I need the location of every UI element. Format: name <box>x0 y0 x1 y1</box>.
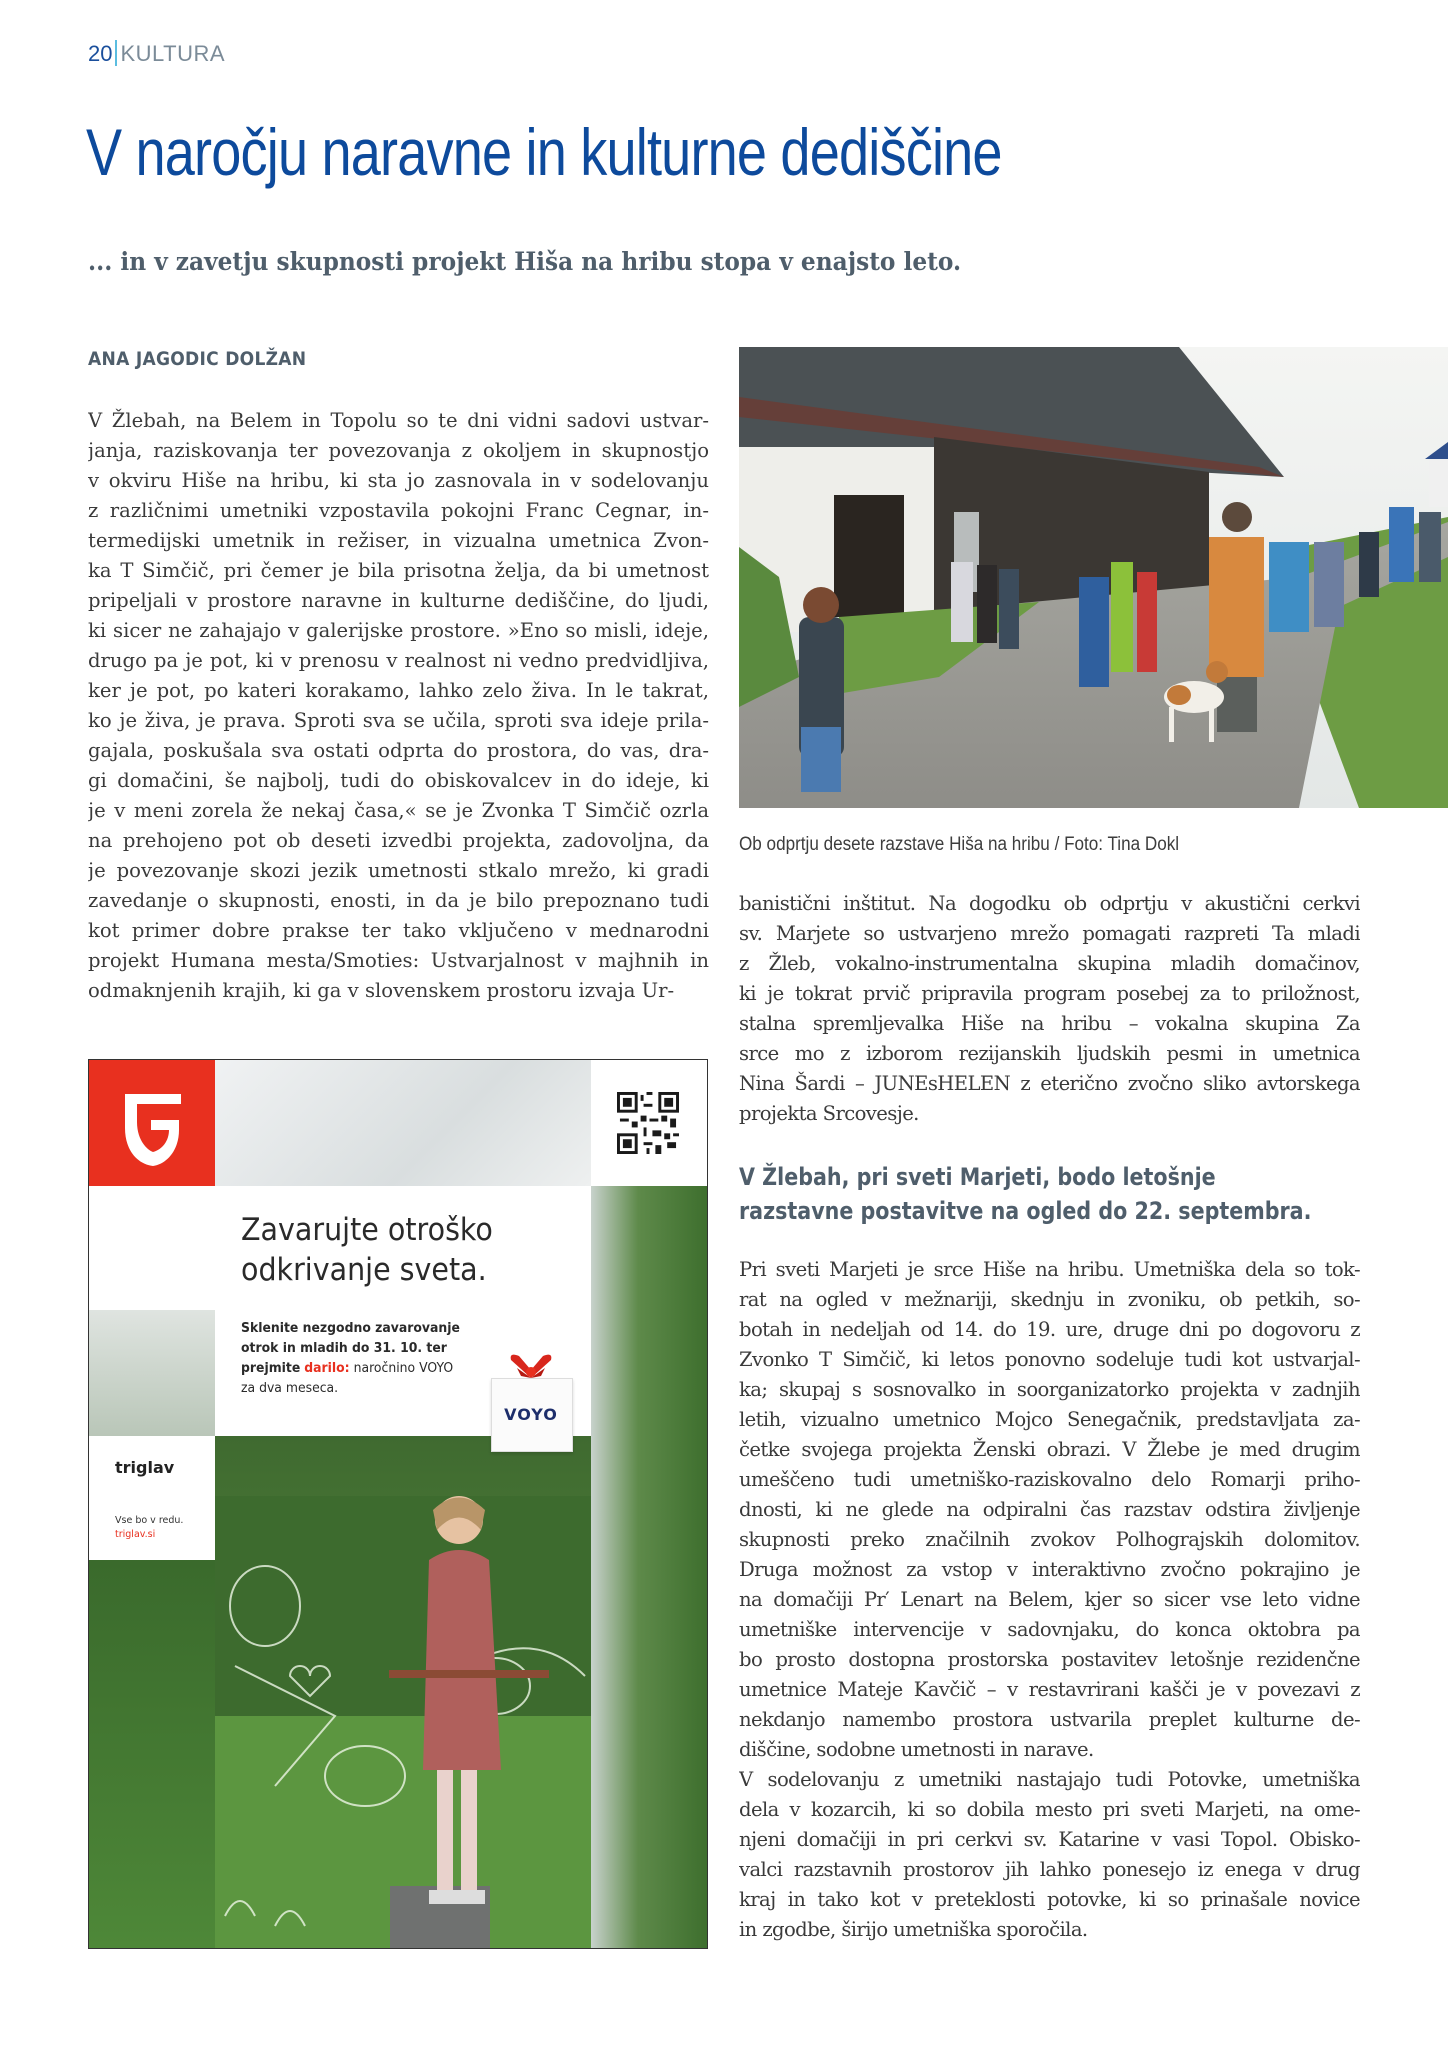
text-line: V sodelovanju z umetniki nastajajo tudi Potovke, umetniška <box>739 1768 1360 1791</box>
ad-headline-line: Zavarujte otroško <box>241 1212 493 1248</box>
text-line: janja, raziskovanja ter povezovanja z okoljem in skupnostjo <box>88 439 709 462</box>
text-line: umetnice Mateje Kavčič – v restavrirani kašči je v povezavi z <box>739 1678 1360 1701</box>
text-line: in zgodbe, širijo umetniška sporočila. <box>739 1918 1088 1941</box>
triglav-logo-icon <box>89 1060 215 1186</box>
text-line: bo prosto dostopna prostorska postavitev letošnje rezidenčne <box>739 1648 1360 1671</box>
text-line: gi domačini, še najbolj, tudi do obiskovalcev in do ideje, ki <box>88 769 709 792</box>
section-heading <box>739 1160 1312 1228</box>
text-line: ko je živa, je prava. Sproti sva se učila, sproti sva ideje prila- <box>88 709 709 732</box>
text-line: Zvonko T Simčič, ki letos ponovno sodeluje tudi kot ustvarjal- <box>739 1348 1360 1371</box>
right-column-text-b <box>739 1255 1360 1945</box>
text-line: na domačiji Pr′ Lenart na Belem, kjer so sicer vse leto vidne <box>739 1588 1360 1611</box>
page-header <box>88 40 225 68</box>
text-line: ker je pot, po kateri korakamo, lahko zelo živa. In le takrat, <box>88 679 709 702</box>
house-photo-illustration <box>739 347 1448 808</box>
text-line: drugo pa je pot, ki v prenosu v realnost ni vedno predvidljiva, <box>88 649 709 672</box>
triglav-logo-box <box>89 1060 215 1186</box>
article-photo <box>739 347 1448 808</box>
text-line: termedijski umetnik in režiser, in vizualna umetnica Zvon- <box>88 529 709 552</box>
text-line: ki sicer ne zahajajo v galerijske prostore. »Eno so misli, ideje, <box>88 619 709 642</box>
article-subtitle: ... in v zavetju skupnosti projekt Hiša na hribu stopa v enajsto leto. <box>88 247 962 276</box>
section-heading-line: V Žlebah, pri sveti Marjeti, bodo letošnje <box>739 1163 1216 1191</box>
text-line: umetniške intervencije v sadovnjaku, do konca oktobra pa <box>739 1618 1360 1641</box>
text-line: četke svojega projekta Ženski obrazi. V Žlebe je med drugim <box>739 1438 1360 1461</box>
text-line: V Žlebah, na Belem in Topolu so te dni vidni sadovi ustvar- <box>88 409 709 432</box>
text-line: srce mo z izborom rezijanskih ljudskih pesmi in umetnica <box>739 1042 1360 1065</box>
section-heading-line: razstavne postavitve na ogled do 22. septembra. <box>739 1197 1312 1225</box>
text-line: ki je tokrat prvič pripravila program posebej za to priložnost, <box>739 982 1360 1005</box>
text-line: Pri sveti Marjeti je srce Hiše na hribu. Umetniška dela so tok- <box>739 1258 1360 1281</box>
ad-slogan: Vse bo v redu. <box>115 1515 184 1526</box>
ad-headline <box>241 1210 493 1290</box>
text-line: gajala, poskušala sva ostati odprta do prostora, do vas, dra- <box>88 739 709 762</box>
text-line: rat na ogled v mežnariji, skednju in zvoniku, ob petkih, so- <box>739 1288 1360 1311</box>
text-line: pripeljali v prostore naravne in kulturne dediščine, do ljudi, <box>88 589 709 612</box>
text-line: z Žleb, vokalno-instrumentalna skupina mladih domačinov, <box>739 952 1360 975</box>
text-line: umeščeno tudi umetniško-raziskovalno delo Romarji priho- <box>739 1468 1360 1491</box>
text-line: dnosti, ki ne glede na odpiralni čas razstav odstira življenje <box>739 1498 1360 1521</box>
text-line: projekt Humana mesta/Smoties: Ustvarjalnost v majhnih in <box>88 949 709 972</box>
text-line: zavedanje o skupnosti, enosti, in da je bilo prepoznano tudi <box>88 889 709 912</box>
photo-caption: Ob odprtju desete razstave Hiša na hribu / Foto: Tina Dokl <box>739 834 1180 855</box>
text-line: ka; skupaj s sosnovalko in soorganizatorko projekta v zadnjih <box>739 1378 1360 1401</box>
ad-tree-panel <box>89 1310 215 1436</box>
ad-copy-line: Sklenite nezgodno zavarovanje <box>241 1320 460 1336</box>
ad-website-link[interactable]: triglav.si <box>115 1529 156 1540</box>
qr-code-icon[interactable] <box>617 1088 679 1158</box>
text-line: diščine, sodobne umetnosti in narave. <box>739 1738 1094 1761</box>
girl-figure <box>389 1490 549 1949</box>
voyo-label: VOYO <box>504 1405 558 1424</box>
triglav-advertisement[interactable] <box>88 1059 708 1949</box>
text-line: letih, vizualno umetnico Mojco Senegačnik, predstavljata za- <box>739 1408 1360 1431</box>
text-line: njeni domačiji in pri cerkvi sv. Katarine v vasi Topol. Obisko- <box>739 1828 1360 1851</box>
ad-garden-left <box>89 1560 215 1949</box>
text-line: z različnimi umetniki vzpostavila pokojni Franc Cegnar, in- <box>88 499 709 522</box>
header-divider <box>115 40 117 66</box>
right-column-text-a <box>739 889 1360 1129</box>
ad-sky-panel <box>215 1060 591 1186</box>
ad-brand-box <box>89 1436 215 1560</box>
left-column-text <box>88 406 709 1006</box>
text-line: je povezovanje skozi jezik umetnosti stkalo mrežo, ki gradi <box>88 859 709 882</box>
ad-headline-line: odkrivanje sveta. <box>241 1252 487 1288</box>
text-line: skupnosti preko značilnih zvokov Polhograjskih dolomitov. <box>739 1528 1360 1551</box>
text-line: je v meni zorela že nekaj časa,« se je Zvonka T Simčič ozrla <box>88 799 709 822</box>
ad-brand-name: triglav <box>115 1458 175 1477</box>
text-line: kot primer dobre prakse ter tako vključeno v mednarodni <box>88 919 709 942</box>
text-line: Nina Šardi – JUNEsHELEN z eterično zvočno sliko avtorskega <box>739 1072 1360 1095</box>
text-line: projekta Srcovesje. <box>739 1102 919 1125</box>
section-label: KULTURA <box>120 41 226 66</box>
ad-copy <box>241 1318 460 1398</box>
text-line: stalna spremljevalka Hiše na hribu – vokalna skupina Za <box>739 1012 1360 1035</box>
text-line: ka T Simčič, pri čemer je bila prisotna želja, da bi umetnost <box>88 559 709 582</box>
text-line: Druga možnost za vstop v interaktivno zvočno pokrajino je <box>739 1558 1360 1581</box>
text-line: banistični inštitut. Na dogodku ob odprtju v akustični cerkvi <box>739 892 1360 915</box>
article-title: V naročju naravne in kulturne dediščine <box>86 115 1002 189</box>
gift-bow-icon <box>507 1350 555 1380</box>
text-line: v okviru Hiše na hribu, ki sta jo zasnovala in v sodelovanju <box>88 469 709 492</box>
ad-hedge-panel <box>591 1186 708 1949</box>
text-line: botah in nedeljah od 14. do 19. ure, druge dni po dogovoru z <box>739 1318 1360 1341</box>
ad-copy-line: prejmite <box>241 1360 301 1376</box>
ad-gift-highlight: darilo: <box>304 1360 350 1376</box>
page-number: 20 <box>88 41 113 66</box>
text-line: dela v kozarcih, ki so dobila mesto pri sveti Marjeti, na ome- <box>739 1798 1360 1821</box>
text-line: kraj in tako kot v preteklosti potovke, ki so prinašale novice <box>739 1888 1360 1911</box>
ad-copy-line: za dva meseca. <box>241 1380 339 1396</box>
text-line: na prehojeno pot ob deseti izvedbi projekta, zadovoljna, da <box>88 829 709 852</box>
article-author: ANA JAGODIC DOLŽAN <box>88 348 307 370</box>
text-line: odmaknjenih krajih, ki ga v slovenskem prostoru izvaja Ur- <box>88 979 675 1002</box>
text-line: nekdanjo namembo prostora ustvarila preplet kulturne de- <box>739 1708 1360 1731</box>
text-line: sv. Marjete so ustvarjeno mrežo pomagati razpreti Ta mladi <box>739 922 1360 945</box>
text-line: valci razstavnih prostorov jih lahko ponesejo iz enega v drug <box>739 1858 1360 1881</box>
ad-copy-line: naročnino VOYO <box>353 1360 454 1376</box>
ad-copy-line: otrok in mladih do 31. 10. ter <box>241 1340 447 1356</box>
